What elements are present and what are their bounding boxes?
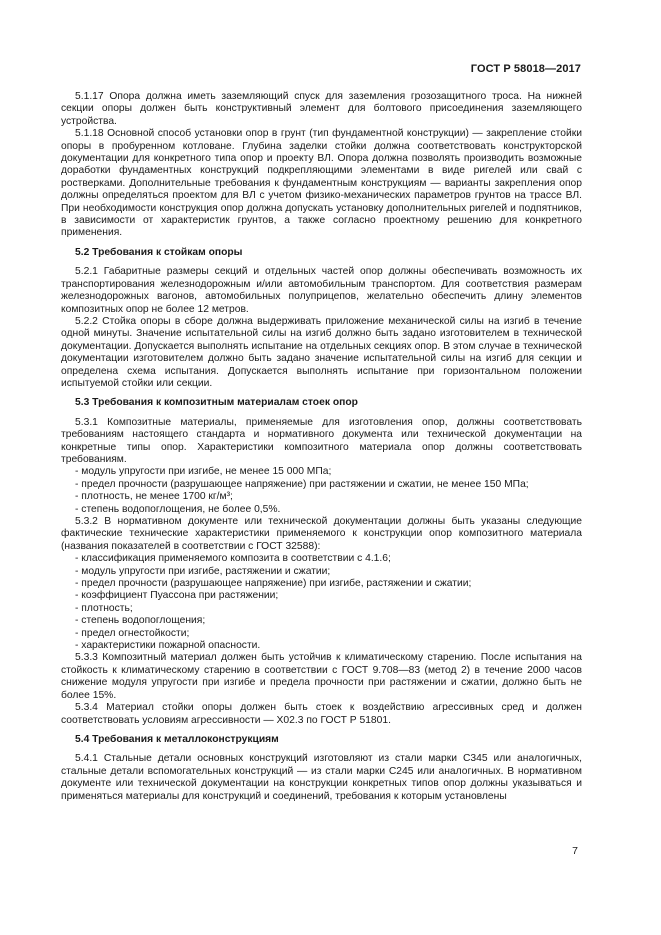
list-item: - предел прочности (разрушающее напряжение) при растяжении и сжатии, не менее 150 МПа; (75, 478, 529, 490)
standard-code-header: ГОСТ Р 58018—2017 (470, 63, 581, 75)
paragraph: 5.1.17 Опора должна иметь заземляющий спуск для заземления грозозащитного троса. На нижней секции опоры должен быть конструктивный элемент для болтового присоединения заземляющего устройства. (61, 91, 582, 127)
list-item: - классификация применяемого композита в соответствии с 4.1.6; (75, 553, 391, 565)
paragraph: 5.3.4 Материал стойки опоры должен быть стоек к воздействию агрессивных сред и должен соответствовать условиям агрессивности — Х02.3 по ГОСТ Р 51801. (61, 702, 582, 726)
section-heading: 5.3 Требования к композитным материалам стоек опор (75, 397, 358, 409)
document-body (61, 91, 582, 803)
page-number: 7 (572, 845, 578, 857)
paragraph: 5.4.1 Стальные детали основных конструкций изготовляют из стали марки С345 или аналогичных, стальные детали вспомогательных конструкций — из стали марки С245 или аналогичных. В нормативном документе или технической документации на конструкции конкретных типов опор должны указываться и применяться материалы для конструкций и соединений, требования к которым установлены (61, 753, 582, 802)
list-item: - степень водопоглощения, не более 0,5%. (75, 503, 281, 515)
list-item: - предел прочности (разрушающее напряжение) при изгибе, растяжении и сжатии; (75, 578, 472, 590)
paragraph: 5.3.3 Композитный материал должен быть устойчив к климатическому старению. После испытания на стойкость к климатическому старению в соответствии с ГОСТ 9.708—83 (метод 2) в течение 2000 часов снижение модуля упругости при изгибе и предела прочности при растяжении и сжатии, должно быть не более 15%. (61, 652, 582, 701)
paragraph: 5.1.18 Основной способ установки опор в грунт (тип фундаментной конструкции) — закрепление стойки опоры в пробуренном котловане. Глубина заделки стойки должна соответствовать конструкторской документации для конкретного типа опор и проекту ВЛ. Опора должна позволять производить возможные доработки фундаментных конструкций подкрепляющими элементами в виде ригелей или свай с ростверками. Дополнительные требования к фундаментным конструкциям — варианты закрепления опор должны определяться проектом для ВЛ с учетом физико-механических параметров грунтов на трассе ВЛ. При необходимости конструкция опор должна допускать установку дополнительных ригелей и подпятников, в зависимости от характеристик грунтов, а также согласно проектному решению для конкретного применения. (61, 128, 582, 239)
list-item: - плотность; (75, 602, 133, 614)
paragraph: 5.2.1 Габаритные размеры секций и отдельных частей опор должны обеспечивать возможность их транспортирования железнодорожным и/или автомобильным транспортом. Для соответствия размерам железнодорожных вагонов, автомобильных полуприцепов, желательно обеспечить длину элементов композитных опор не более 12 метров. (61, 266, 582, 315)
list-item: - предел огнестойкости; (75, 627, 190, 639)
paragraph: 5.3.1 Композитные материалы, применяемые для изготовления опор, должны соответствовать требованиям настоящего стандарта и нормативного документа или технической документации на конкретные типы опор. Характеристики композитного материала опор должны соответствовать требованиям. (61, 416, 582, 465)
list-item: - модуль упругости при изгибе, растяжении и сжатии; (75, 565, 331, 577)
list-item: - модуль упругости при изгибе, не менее 15 000 МПа; (75, 466, 332, 478)
list-item: - степень водопоглощения; (75, 615, 206, 627)
section-heading: 5.4 Требования к металлоконструкциям (75, 733, 279, 745)
list-item: - коэффициент Пуассона при растяжении; (75, 590, 279, 602)
section-heading: 5.2 Требования к стойкам опоры (75, 246, 243, 258)
paragraph: 5.2.2 Стойка опоры в сборе должна выдерживать приложение механической силы на изгиб в течение одной минуты. Значение испытательной силы на изгиб должно быть задано изготовителем в технической документации. Допускается выполнять испытание на отдельных секциях опор. В этом случае в технической документации изготовителем должно быть задано значение испытательной силы на изгиб для секции и определена схема испытания. Допускается выполнять испытание при горизонтальном положении испытуемой стойки или секции. (61, 315, 582, 389)
list-item: - характеристики пожарной опасности. (75, 640, 261, 652)
paragraph: 5.3.2 В нормативном документе или технической документации должны быть указаны следующие фактические технические характеристики применяемого к конструкции опор композитного материала (названия показателей в соответствии с ГОСТ 32588): (61, 516, 582, 552)
list-item: - плотность, не менее 1700 кг/м³; (75, 491, 233, 503)
